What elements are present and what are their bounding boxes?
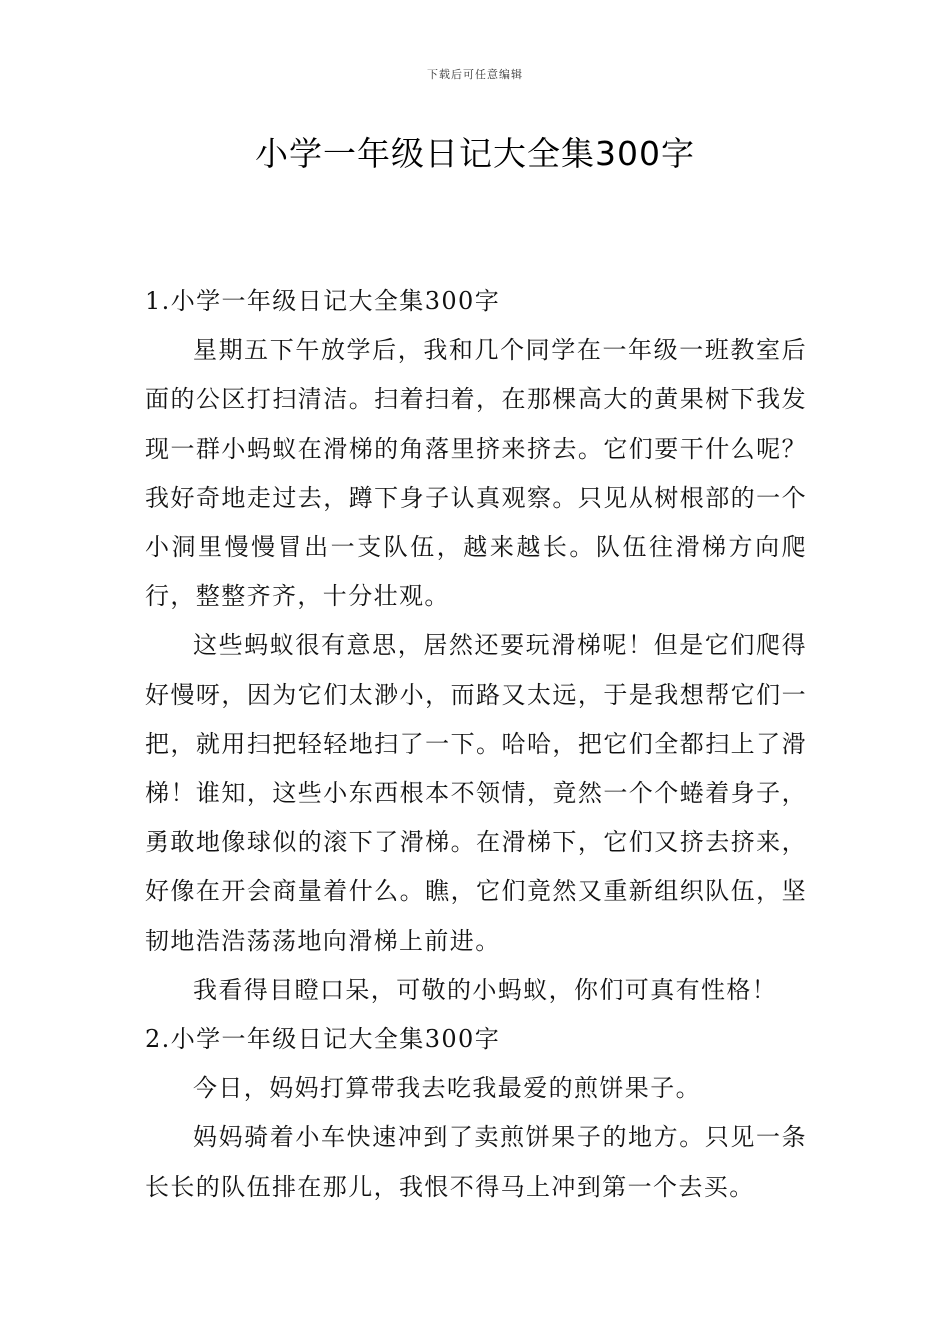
paragraph: 星期五下午放学后，我和几个同学在一年级一班教室后面的公区打扫清洁。扫着扫着，在那棵高大的黄果树下我发现一群小蚂蚁在滑梯的角落里挤来挤去。它们要干什么呢？我好奇地走过去，蹲下身子认真观察。只见从树根部的一个小洞里慢慢冒出一支队伍，越来越长。队伍往滑梯方向爬行，整整齐齐，十分壮观。 xyxy=(145,336,807,611)
paragraph: 我看得目瞪口呆，可敬的小蚂蚁，你们可真有性格！ xyxy=(193,975,778,1004)
diary-section-1 xyxy=(145,277,807,1015)
diary-section-2 xyxy=(145,1015,807,1212)
section-heading: 1.小学一年级日记大全集300字 xyxy=(145,287,501,315)
header-note: 下载后可任意编辑 xyxy=(427,68,523,81)
document-body xyxy=(145,277,807,1212)
paragraph: 妈妈骑着小车快速冲到了卖煎饼果子的地方。只见一条长长的队伍排在那儿，我恨不得马上冲到第一个去买。 xyxy=(145,1123,807,1201)
page-title: 小学一年级日记大全集300字 xyxy=(255,134,695,173)
section-heading: 2.小学一年级日记大全集300字 xyxy=(145,1025,501,1054)
paragraph: 今日，妈妈打算带我去吃我最爱的煎饼果子。 xyxy=(193,1074,701,1103)
paragraph: 这些蚂蚁很有意思，居然还要玩滑梯呢！但是它们爬得好慢呀，因为它们太渺小，而路又太远，于是我想帮它们一把，就用扫把轻轻地扫了一下。哈哈，把它们全都扫上了滑梯！谁知，这些小东西根本不领情，竟然一个个蜷着身子，勇敢地像球似的滚下了滑梯。在滑梯下，它们又挤去挤来，好像在开会商量着什么。瞧，它们竟然又重新组织队伍，坚韧地浩浩荡荡地向滑梯上前进。 xyxy=(145,631,807,955)
